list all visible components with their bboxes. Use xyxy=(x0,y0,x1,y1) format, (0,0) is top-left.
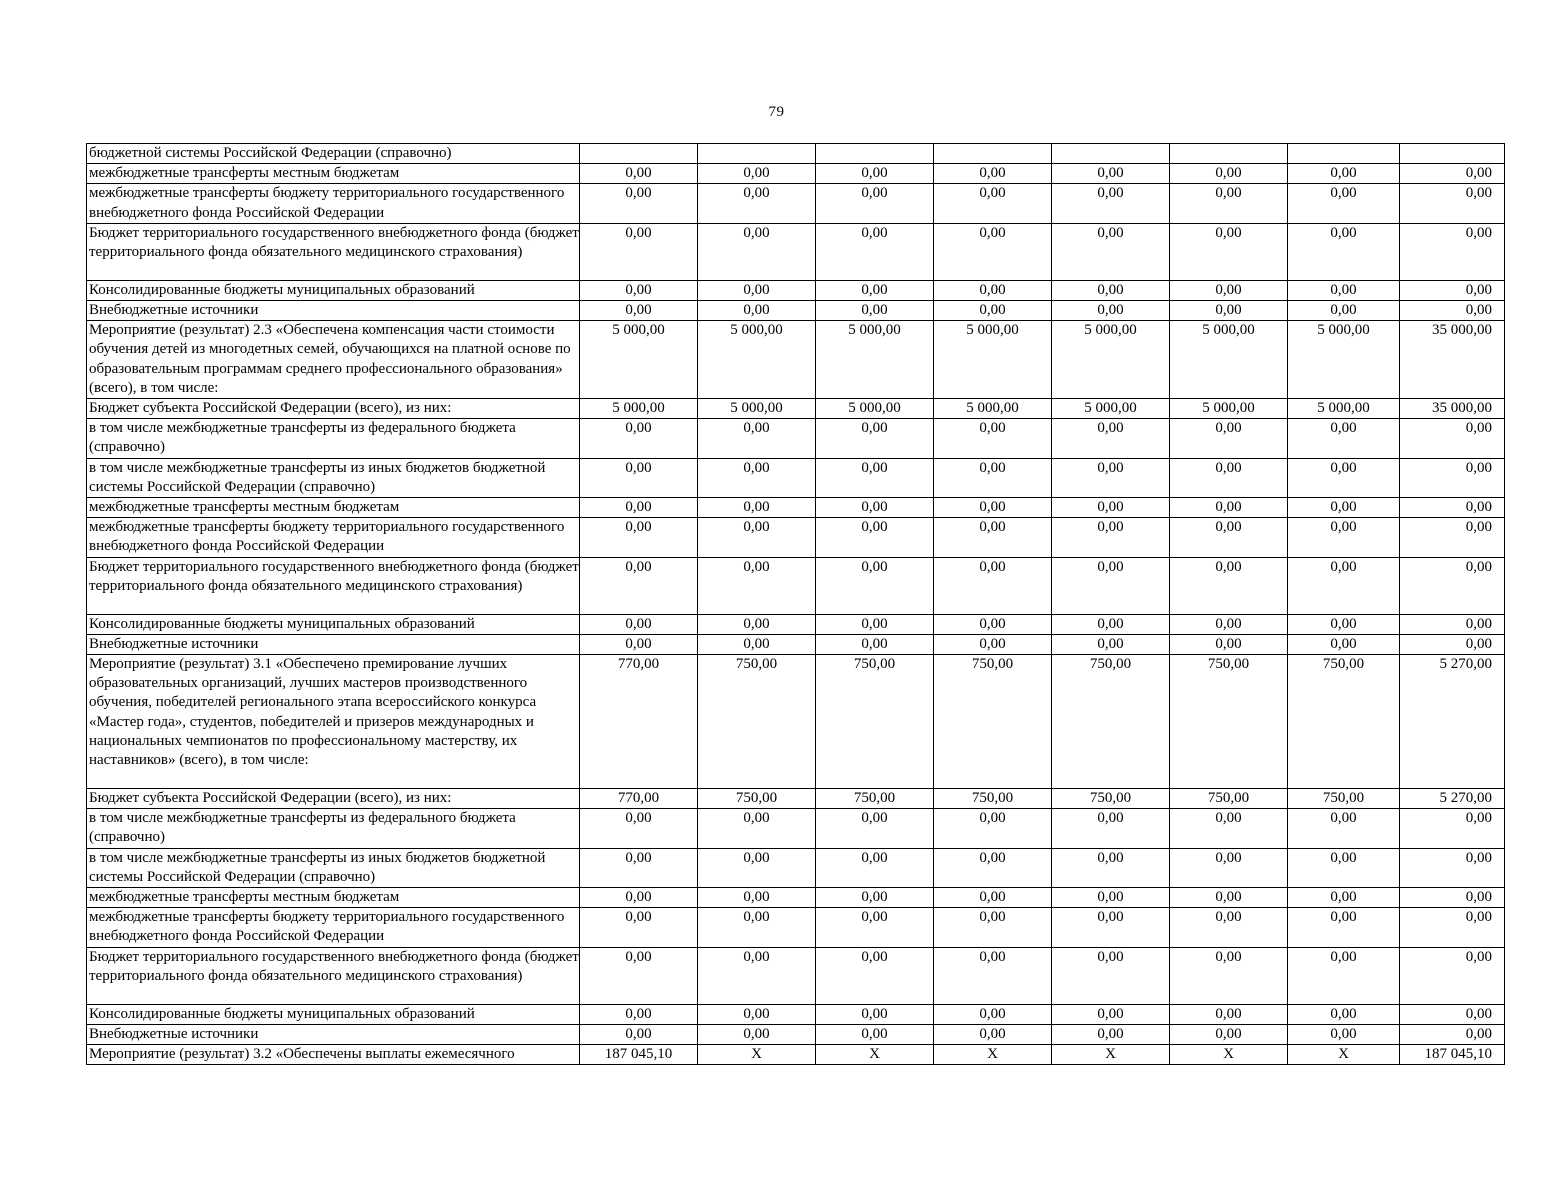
value-cell: 0,00 xyxy=(1400,947,1505,1004)
value-cell: 750,00 xyxy=(1170,655,1288,789)
value-cell: 0,00 xyxy=(1400,848,1505,887)
value-cell: 5 000,00 xyxy=(1170,399,1288,419)
value-cell: 0,00 xyxy=(698,848,816,887)
value-cell: 0,00 xyxy=(816,908,934,947)
value-cell: 0,00 xyxy=(698,223,816,280)
table-row xyxy=(87,789,1505,809)
value-cell: 5 000,00 xyxy=(580,399,698,419)
value-cell: 0,00 xyxy=(934,458,1052,497)
value-cell xyxy=(816,144,934,164)
value-cell: 0,00 xyxy=(816,164,934,184)
value-cell: 0,00 xyxy=(1400,557,1505,614)
value-cell: 0,00 xyxy=(698,498,816,518)
value-cell: 0,00 xyxy=(698,280,816,300)
value-cell: 0,00 xyxy=(1400,419,1505,458)
value-cell: 0,00 xyxy=(1400,301,1505,321)
value-cell: 0,00 xyxy=(580,888,698,908)
value-cell: 750,00 xyxy=(698,789,816,809)
value-cell: 0,00 xyxy=(1170,458,1288,497)
value-cell: 0,00 xyxy=(698,947,816,1004)
value-cell: 750,00 xyxy=(1288,789,1400,809)
value-cell: 770,00 xyxy=(580,655,698,789)
row-label: в том числе межбюджетные трансферты из иных бюджетов бюджетной системы Российской Федерации (справочно) xyxy=(87,458,580,497)
value-cell: 0,00 xyxy=(1400,888,1505,908)
value-cell: 0,00 xyxy=(934,223,1052,280)
value-cell: X xyxy=(698,1045,816,1065)
value-cell: 0,00 xyxy=(1170,184,1288,223)
value-cell: 0,00 xyxy=(698,184,816,223)
value-cell: 0,00 xyxy=(1170,908,1288,947)
value-cell: 0,00 xyxy=(1052,518,1170,557)
value-cell: 0,00 xyxy=(698,557,816,614)
value-cell: 0,00 xyxy=(1400,809,1505,848)
value-cell: 0,00 xyxy=(1288,809,1400,848)
value-cell: 0,00 xyxy=(1288,848,1400,887)
value-cell: 0,00 xyxy=(1170,498,1288,518)
value-cell: 750,00 xyxy=(1288,655,1400,789)
value-cell: 0,00 xyxy=(698,518,816,557)
value-cell: 0,00 xyxy=(816,458,934,497)
value-cell: 0,00 xyxy=(1288,498,1400,518)
table-row xyxy=(87,655,1505,789)
value-cell: 0,00 xyxy=(816,184,934,223)
value-cell: 5 000,00 xyxy=(580,321,698,399)
value-cell: X xyxy=(1052,1045,1170,1065)
table-row xyxy=(87,908,1505,947)
table-row xyxy=(87,557,1505,614)
value-cell: 0,00 xyxy=(1052,1004,1170,1024)
row-label: Бюджет территориального государственного внебюджетного фонда (бюджет территориального фонда обязательного медицинского страхования) xyxy=(87,947,580,1004)
value-cell: 5 000,00 xyxy=(698,399,816,419)
value-cell: 0,00 xyxy=(816,223,934,280)
value-cell: 0,00 xyxy=(1170,947,1288,1004)
value-cell: 0,00 xyxy=(934,614,1052,634)
value-cell: 0,00 xyxy=(580,1004,698,1024)
value-cell: 0,00 xyxy=(934,164,1052,184)
value-cell: 0,00 xyxy=(1288,1024,1400,1044)
value-cell: 0,00 xyxy=(1052,848,1170,887)
value-cell: 750,00 xyxy=(1052,789,1170,809)
value-cell: 0,00 xyxy=(1288,634,1400,654)
value-cell: 0,00 xyxy=(1400,634,1505,654)
table-row xyxy=(87,399,1505,419)
value-cell xyxy=(1052,144,1170,164)
value-cell: 0,00 xyxy=(1288,947,1400,1004)
value-cell: 0,00 xyxy=(580,223,698,280)
value-cell: 0,00 xyxy=(580,280,698,300)
value-cell: 5 000,00 xyxy=(1052,399,1170,419)
value-cell: 0,00 xyxy=(934,908,1052,947)
value-cell: 0,00 xyxy=(1052,301,1170,321)
value-cell: 0,00 xyxy=(1288,557,1400,614)
value-cell: 0,00 xyxy=(1288,223,1400,280)
value-cell: 0,00 xyxy=(580,634,698,654)
value-cell xyxy=(698,144,816,164)
value-cell: 0,00 xyxy=(934,634,1052,654)
row-label: Внебюджетные источники xyxy=(87,1024,580,1044)
budget-table xyxy=(86,143,1505,1065)
value-cell: 0,00 xyxy=(580,1024,698,1044)
value-cell: 0,00 xyxy=(816,947,934,1004)
value-cell: 0,00 xyxy=(1052,223,1170,280)
table-row xyxy=(87,1024,1505,1044)
row-label: в том числе межбюджетные трансферты из федерального бюджета (справочно) xyxy=(87,809,580,848)
value-cell: 0,00 xyxy=(1400,908,1505,947)
value-cell: 0,00 xyxy=(1170,1024,1288,1044)
budget-table-body xyxy=(87,144,1505,1065)
table-row xyxy=(87,301,1505,321)
value-cell: 0,00 xyxy=(1052,908,1170,947)
table-row xyxy=(87,809,1505,848)
page-number: 79 xyxy=(768,104,785,120)
value-cell: 0,00 xyxy=(580,908,698,947)
value-cell: 0,00 xyxy=(816,634,934,654)
value-cell: 0,00 xyxy=(1052,947,1170,1004)
value-cell: 187 045,10 xyxy=(580,1045,698,1065)
value-cell: 0,00 xyxy=(580,614,698,634)
table-row xyxy=(87,888,1505,908)
value-cell: 0,00 xyxy=(1288,184,1400,223)
value-cell: 0,00 xyxy=(698,301,816,321)
value-cell: 0,00 xyxy=(580,518,698,557)
value-cell: 0,00 xyxy=(1400,498,1505,518)
value-cell: 0,00 xyxy=(1052,164,1170,184)
row-label: Бюджет территориального государственного внебюджетного фонда (бюджет территориального фонда обязательного медицинского страхования) xyxy=(87,557,580,614)
table-row xyxy=(87,458,1505,497)
value-cell: 0,00 xyxy=(1170,888,1288,908)
table-row xyxy=(87,280,1505,300)
table-row xyxy=(87,419,1505,458)
value-cell: 0,00 xyxy=(1052,419,1170,458)
table-row xyxy=(87,1045,1505,1065)
value-cell: 0,00 xyxy=(816,888,934,908)
table-row xyxy=(87,223,1505,280)
value-cell: 0,00 xyxy=(934,518,1052,557)
value-cell: 0,00 xyxy=(1288,908,1400,947)
value-cell: 0,00 xyxy=(698,419,816,458)
value-cell: 750,00 xyxy=(934,789,1052,809)
value-cell: 0,00 xyxy=(1288,614,1400,634)
value-cell: 0,00 xyxy=(816,809,934,848)
value-cell: 0,00 xyxy=(1400,1024,1505,1044)
value-cell: 0,00 xyxy=(1052,888,1170,908)
value-cell: 0,00 xyxy=(1288,419,1400,458)
value-cell: 0,00 xyxy=(580,458,698,497)
value-cell: 0,00 xyxy=(934,947,1052,1004)
value-cell: 0,00 xyxy=(698,1004,816,1024)
table-row xyxy=(87,848,1505,887)
value-cell: 0,00 xyxy=(1052,557,1170,614)
value-cell: 0,00 xyxy=(580,498,698,518)
value-cell: 0,00 xyxy=(1400,518,1505,557)
value-cell: X xyxy=(816,1045,934,1065)
value-cell: 5 000,00 xyxy=(1288,399,1400,419)
value-cell: 0,00 xyxy=(934,280,1052,300)
value-cell xyxy=(1170,144,1288,164)
value-cell: 5 000,00 xyxy=(698,321,816,399)
value-cell: 0,00 xyxy=(698,809,816,848)
value-cell: 0,00 xyxy=(1052,280,1170,300)
value-cell: 0,00 xyxy=(1288,888,1400,908)
value-cell: 5 000,00 xyxy=(816,399,934,419)
value-cell: 0,00 xyxy=(1052,184,1170,223)
value-cell: 0,00 xyxy=(816,419,934,458)
value-cell: 770,00 xyxy=(580,789,698,809)
value-cell: 0,00 xyxy=(1170,419,1288,458)
value-cell: 0,00 xyxy=(580,419,698,458)
value-cell: 0,00 xyxy=(934,888,1052,908)
value-cell: 750,00 xyxy=(1170,789,1288,809)
value-cell: 0,00 xyxy=(1400,614,1505,634)
value-cell: 0,00 xyxy=(1400,184,1505,223)
value-cell: 0,00 xyxy=(1400,280,1505,300)
value-cell: 5 000,00 xyxy=(934,399,1052,419)
value-cell: 0,00 xyxy=(1400,223,1505,280)
value-cell: 0,00 xyxy=(1288,280,1400,300)
value-cell: 0,00 xyxy=(934,557,1052,614)
value-cell: 0,00 xyxy=(1170,223,1288,280)
row-label: Мероприятие (результат) 3.1 «Обеспечено премирование лучших образовательных организаций, лучших мастеров производственного обучения, победителей регионального этапа всероссийского конкурса «Мастер года», студентов, победителей и призеров международных и национальных чемпионатов по профессиональному мастерству, их наставников» (всего), в том числе: xyxy=(87,655,580,789)
row-label: Бюджет субъекта Российской Федерации (всего), из них: xyxy=(87,789,580,809)
value-cell: 0,00 xyxy=(1170,164,1288,184)
row-label: в том числе межбюджетные трансферты из федерального бюджета (справочно) xyxy=(87,419,580,458)
value-cell: 750,00 xyxy=(816,789,934,809)
row-label: Мероприятие (результат) 2.3 «Обеспечена компенсация части стоимости обучения детей из многодетных семей, обучающихся на платной основе по образовательным программам среднего профессионального образования» (всего), в том числе: xyxy=(87,321,580,399)
table-row xyxy=(87,614,1505,634)
value-cell: 0,00 xyxy=(934,301,1052,321)
value-cell: 5 270,00 xyxy=(1400,655,1505,789)
value-cell: 0,00 xyxy=(698,458,816,497)
row-label: Бюджет территориального государственного внебюджетного фонда (бюджет территориального фонда обязательного медицинского страхования) xyxy=(87,223,580,280)
value-cell: 0,00 xyxy=(934,848,1052,887)
value-cell: 0,00 xyxy=(1170,280,1288,300)
row-label: межбюджетные трансферты местным бюджетам xyxy=(87,888,580,908)
table-row xyxy=(87,164,1505,184)
value-cell: 0,00 xyxy=(698,908,816,947)
value-cell: 0,00 xyxy=(1052,634,1170,654)
table-row xyxy=(87,1004,1505,1024)
value-cell: X xyxy=(934,1045,1052,1065)
value-cell: 0,00 xyxy=(580,947,698,1004)
value-cell: 0,00 xyxy=(580,164,698,184)
value-cell: 0,00 xyxy=(580,848,698,887)
value-cell xyxy=(1400,144,1505,164)
value-cell: 0,00 xyxy=(816,1004,934,1024)
row-label: межбюджетные трансферты бюджету территориального государственного внебюджетного фонда Российской Федерации xyxy=(87,184,580,223)
value-cell xyxy=(1288,144,1400,164)
value-cell: 5 000,00 xyxy=(816,321,934,399)
value-cell: 0,00 xyxy=(698,164,816,184)
value-cell: 0,00 xyxy=(1170,1004,1288,1024)
value-cell: 750,00 xyxy=(934,655,1052,789)
value-cell: 0,00 xyxy=(698,888,816,908)
row-label: Мероприятие (результат) 3.2 «Обеспечены выплаты ежемесячного xyxy=(87,1045,580,1065)
value-cell: 0,00 xyxy=(1288,164,1400,184)
value-cell: 0,00 xyxy=(816,518,934,557)
value-cell: 0,00 xyxy=(1288,1004,1400,1024)
row-label: межбюджетные трансферты местным бюджетам xyxy=(87,498,580,518)
table-row xyxy=(87,144,1505,164)
value-cell: 0,00 xyxy=(1170,301,1288,321)
table-row xyxy=(87,634,1505,654)
value-cell: 5 000,00 xyxy=(1288,321,1400,399)
row-label: Консолидированные бюджеты муниципальных образований xyxy=(87,614,580,634)
value-cell: 0,00 xyxy=(698,634,816,654)
row-label: Внебюджетные источники xyxy=(87,634,580,654)
value-cell: 0,00 xyxy=(1170,518,1288,557)
value-cell: 0,00 xyxy=(1288,518,1400,557)
value-cell: 0,00 xyxy=(1170,614,1288,634)
value-cell: 0,00 xyxy=(934,498,1052,518)
table-row xyxy=(87,498,1505,518)
row-label: межбюджетные трансферты бюджету территориального государственного внебюджетного фонда Российской Федерации xyxy=(87,518,580,557)
value-cell: 0,00 xyxy=(1400,164,1505,184)
row-label: Консолидированные бюджеты муниципальных образований xyxy=(87,1004,580,1024)
value-cell: 0,00 xyxy=(1052,498,1170,518)
value-cell: X xyxy=(1288,1045,1400,1065)
value-cell: 5 000,00 xyxy=(1170,321,1288,399)
value-cell: 0,00 xyxy=(580,184,698,223)
value-cell: 0,00 xyxy=(934,1004,1052,1024)
value-cell: 0,00 xyxy=(1170,634,1288,654)
value-cell: 0,00 xyxy=(816,1024,934,1044)
value-cell: 0,00 xyxy=(816,280,934,300)
value-cell: 750,00 xyxy=(816,655,934,789)
value-cell: 0,00 xyxy=(1052,1024,1170,1044)
value-cell: 0,00 xyxy=(1052,809,1170,848)
value-cell: 0,00 xyxy=(1400,1004,1505,1024)
value-cell: 0,00 xyxy=(580,809,698,848)
table-row xyxy=(87,184,1505,223)
row-label: межбюджетные трансферты бюджету территориального государственного внебюджетного фонда Российской Федерации xyxy=(87,908,580,947)
row-label: Бюджет субъекта Российской Федерации (всего), из них: xyxy=(87,399,580,419)
value-cell: X xyxy=(1170,1045,1288,1065)
value-cell: 0,00 xyxy=(816,614,934,634)
value-cell: 0,00 xyxy=(580,557,698,614)
table-row xyxy=(87,518,1505,557)
value-cell: 5 000,00 xyxy=(1052,321,1170,399)
value-cell: 35 000,00 xyxy=(1400,321,1505,399)
value-cell: 0,00 xyxy=(1288,301,1400,321)
table-row xyxy=(87,321,1505,399)
value-cell: 35 000,00 xyxy=(1400,399,1505,419)
value-cell: 750,00 xyxy=(1052,655,1170,789)
row-label: в том числе межбюджетные трансферты из иных бюджетов бюджетной системы Российской Федерации (справочно) xyxy=(87,848,580,887)
table-row xyxy=(87,947,1505,1004)
value-cell: 0,00 xyxy=(934,1024,1052,1044)
value-cell: 0,00 xyxy=(816,498,934,518)
value-cell: 0,00 xyxy=(934,184,1052,223)
row-label: Внебюджетные источники xyxy=(87,301,580,321)
value-cell: 5 000,00 xyxy=(934,321,1052,399)
row-label: бюджетной системы Российской Федерации (справочно) xyxy=(87,144,580,164)
value-cell: 0,00 xyxy=(1170,557,1288,614)
value-cell xyxy=(934,144,1052,164)
value-cell: 0,00 xyxy=(1170,848,1288,887)
value-cell: 5 270,00 xyxy=(1400,789,1505,809)
value-cell: 0,00 xyxy=(816,557,934,614)
value-cell: 750,00 xyxy=(698,655,816,789)
value-cell: 0,00 xyxy=(1400,458,1505,497)
value-cell: 187 045,10 xyxy=(1400,1045,1505,1065)
value-cell xyxy=(580,144,698,164)
row-label: межбюджетные трансферты местным бюджетам xyxy=(87,164,580,184)
value-cell: 0,00 xyxy=(1170,809,1288,848)
value-cell: 0,00 xyxy=(1052,614,1170,634)
value-cell: 0,00 xyxy=(816,848,934,887)
value-cell: 0,00 xyxy=(1052,458,1170,497)
value-cell: 0,00 xyxy=(580,301,698,321)
row-label: Консолидированные бюджеты муниципальных образований xyxy=(87,280,580,300)
value-cell: 0,00 xyxy=(934,419,1052,458)
value-cell: 0,00 xyxy=(698,614,816,634)
value-cell: 0,00 xyxy=(816,301,934,321)
value-cell: 0,00 xyxy=(934,809,1052,848)
value-cell: 0,00 xyxy=(1288,458,1400,497)
value-cell: 0,00 xyxy=(698,1024,816,1044)
